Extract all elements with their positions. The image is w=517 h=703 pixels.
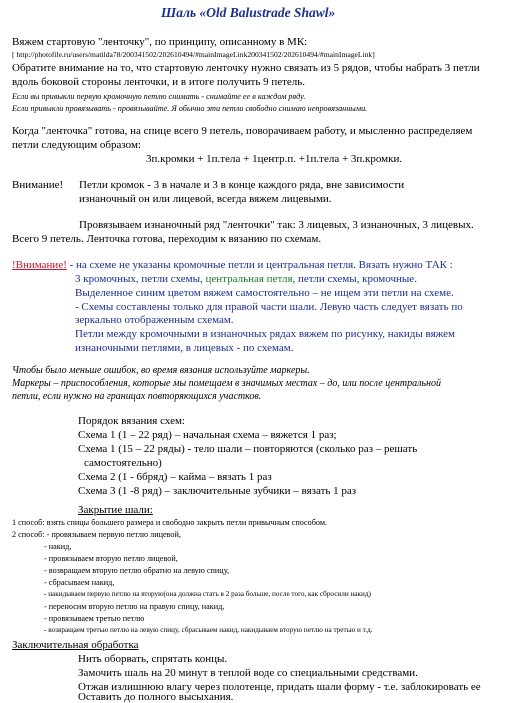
page-title: Шаль «Old Balustrade Shawl» <box>161 5 336 20</box>
attention2-line-7: изнаночными петлями, в лицевых - по схемам. <box>75 342 294 354</box>
closing-heading: Закрытие шали: <box>78 504 153 516</box>
closing-method-2: 2 способ: - провязываем первую петлю лицевой, <box>12 530 181 539</box>
scheme-1-body: Схема 1 (15 – 22 ряды) - тело шали – повторяются (сколько раз – решать <box>78 443 418 455</box>
attention-line-1: Петли кромок - 3 в начале и 3 в конце каждого ряда, вне зависимости <box>79 179 405 191</box>
seq-sep-2: , петли схемы, <box>292 273 363 285</box>
closing-method-1: 1 способ: взять спицы большего размера и свободно закрыть петли привычным способом. <box>12 518 328 527</box>
section2-line-2: петли следующим образом: <box>12 139 141 151</box>
intro-line-2: Обратите внимание на то, что стартовую ленточку нужно связать из 5 рядов, чтобы набрать 3 петли <box>12 62 480 74</box>
closing-step: - накидываем первую петлю на вторую(она должна стать в 2 раза больше, после того, как сбросили накид) <box>44 590 371 598</box>
markers-line-1: Чтобы было меньше ошибок, во время вязания используйте маркеры. <box>12 365 310 376</box>
attention-label: Внимание! <box>12 179 64 191</box>
intro-note-1: Если вы привыкли первую кромочную петлю снимать - снимайте ее в каждом ряду. <box>12 92 306 101</box>
scheme-1-start: Схема 1 (1 – 22 ряд) – начальная схема – вяжется 1 раз; <box>78 429 337 441</box>
attention2-sequence <box>75 274 417 285</box>
final-line-2: Замочить шаль на 20 минут в теплой воде со специальными средствами. <box>78 667 418 679</box>
intro-line-1: Вяжем стартовую "ленточку", по принципу, описанному в МК: <box>12 36 308 48</box>
closing-step: - накид, <box>44 542 72 551</box>
intro-note-2: Если привыкли провязывать - провязывайте. Я обычно эти петли свободно снимаю непровязанными. <box>12 104 368 113</box>
mk-link[interactable]: [ http://photofile.ru/users/matilda78/200341502/202610494/#mainImageLink200341502/202610494/#mainImageLink] <box>12 50 375 59</box>
stitch-formula: 3п.кромки + 1п.тела + 1центр.п. +1п.тела + 3п.кромки. <box>146 153 403 165</box>
order-heading: Порядок вязания схем: <box>78 415 185 427</box>
closing-step: - сбрасываем накид, <box>44 578 115 587</box>
attention-line-2: изнаночный он или лицевой, всегда вяжем лицевыми. <box>79 193 332 205</box>
seq-edge-end: кромочные <box>362 273 415 285</box>
closing-step: - возвращаем третью петлю на левую спицу, сбрасываем накид, накидываем вторую петлю на третью и т.д. <box>44 626 373 634</box>
attention2-line-5: зеркально отображенным схемам. <box>75 314 234 326</box>
attention-line-4: Всего 9 петель. Ленточка готова, переходим к вязанию по схемам. <box>12 233 322 245</box>
section2-line-1: Когда "ленточка" готова, на спице всего 9 петель, поворачиваем работу, и мысленно распределяем <box>12 125 473 137</box>
final-heading: Заключительная обработка <box>12 639 139 651</box>
final-line-4: Оставить до полного высыхания. <box>78 691 234 703</box>
seq-center: центральная петля <box>205 273 293 285</box>
attention2-row <box>12 260 453 271</box>
scheme-2: Схема 2 (1 - 6бряд) – кайма – вязать 1 раз <box>78 471 272 483</box>
closing-step: - провязываем третью петлю <box>44 614 145 623</box>
scheme-3: Схема 3 (1 -8 ряд) – заключительные зубчики – вязать 1 раз <box>78 485 357 497</box>
scheme-1-body-cont: самостоятельно) <box>84 457 162 469</box>
attention-line-3: Провязываем изнаночный ряд "ленточки" так: 3 лицевых, 3 изнаночных, 3 лицевых. <box>79 219 474 231</box>
seq-edge-start: 3 кромочных <box>75 273 136 285</box>
attention2-line-6: Петли между кромочными в изнаночных рядах вяжем по рисунку, накиды вяжем <box>75 328 455 340</box>
seq-sep-1: , петли схемы, <box>135 273 206 285</box>
seq-end: . <box>414 273 417 285</box>
final-line-3: Отжав излишнюю влагу через полотенце, придать шали форму - т.е. заблокировать ее <box>78 681 481 693</box>
closing-step: - возвращаем вторую петлю обратно на левую спицу, <box>44 566 230 575</box>
closing-step: - переносим вторую петлю на правую спицу, накид, <box>44 602 225 611</box>
markers-line-3: петли, если нужно на границах повторяющихся участков. <box>12 391 262 402</box>
closing-step: - провязываем вторую петлю лицевой, <box>44 554 178 563</box>
attention2-line-1: - на схеме не указаны кромочные петли и центральная петля. Вязать нужно ТАК : <box>66 259 453 271</box>
attention2-label: !Внимание! <box>12 259 67 271</box>
attention2-line-3: Выделенное синим цветом вяжем самостоятельно – не ищем эти петли на схеме. <box>75 287 454 299</box>
intro-line-3: вдоль боковой стороны ленточки, и в итоге получить 9 петель. <box>12 76 306 88</box>
markers-line-2: Маркеры – приспособления, которые мы помещаем в значимых местах – до, или после центральной <box>12 378 441 389</box>
attention2-line-4: - Схемы составлены только для правой части шали. Левую часть следует вязать по <box>75 301 463 313</box>
final-line-1: Нить оборвать, спрятать концы. <box>78 653 228 665</box>
